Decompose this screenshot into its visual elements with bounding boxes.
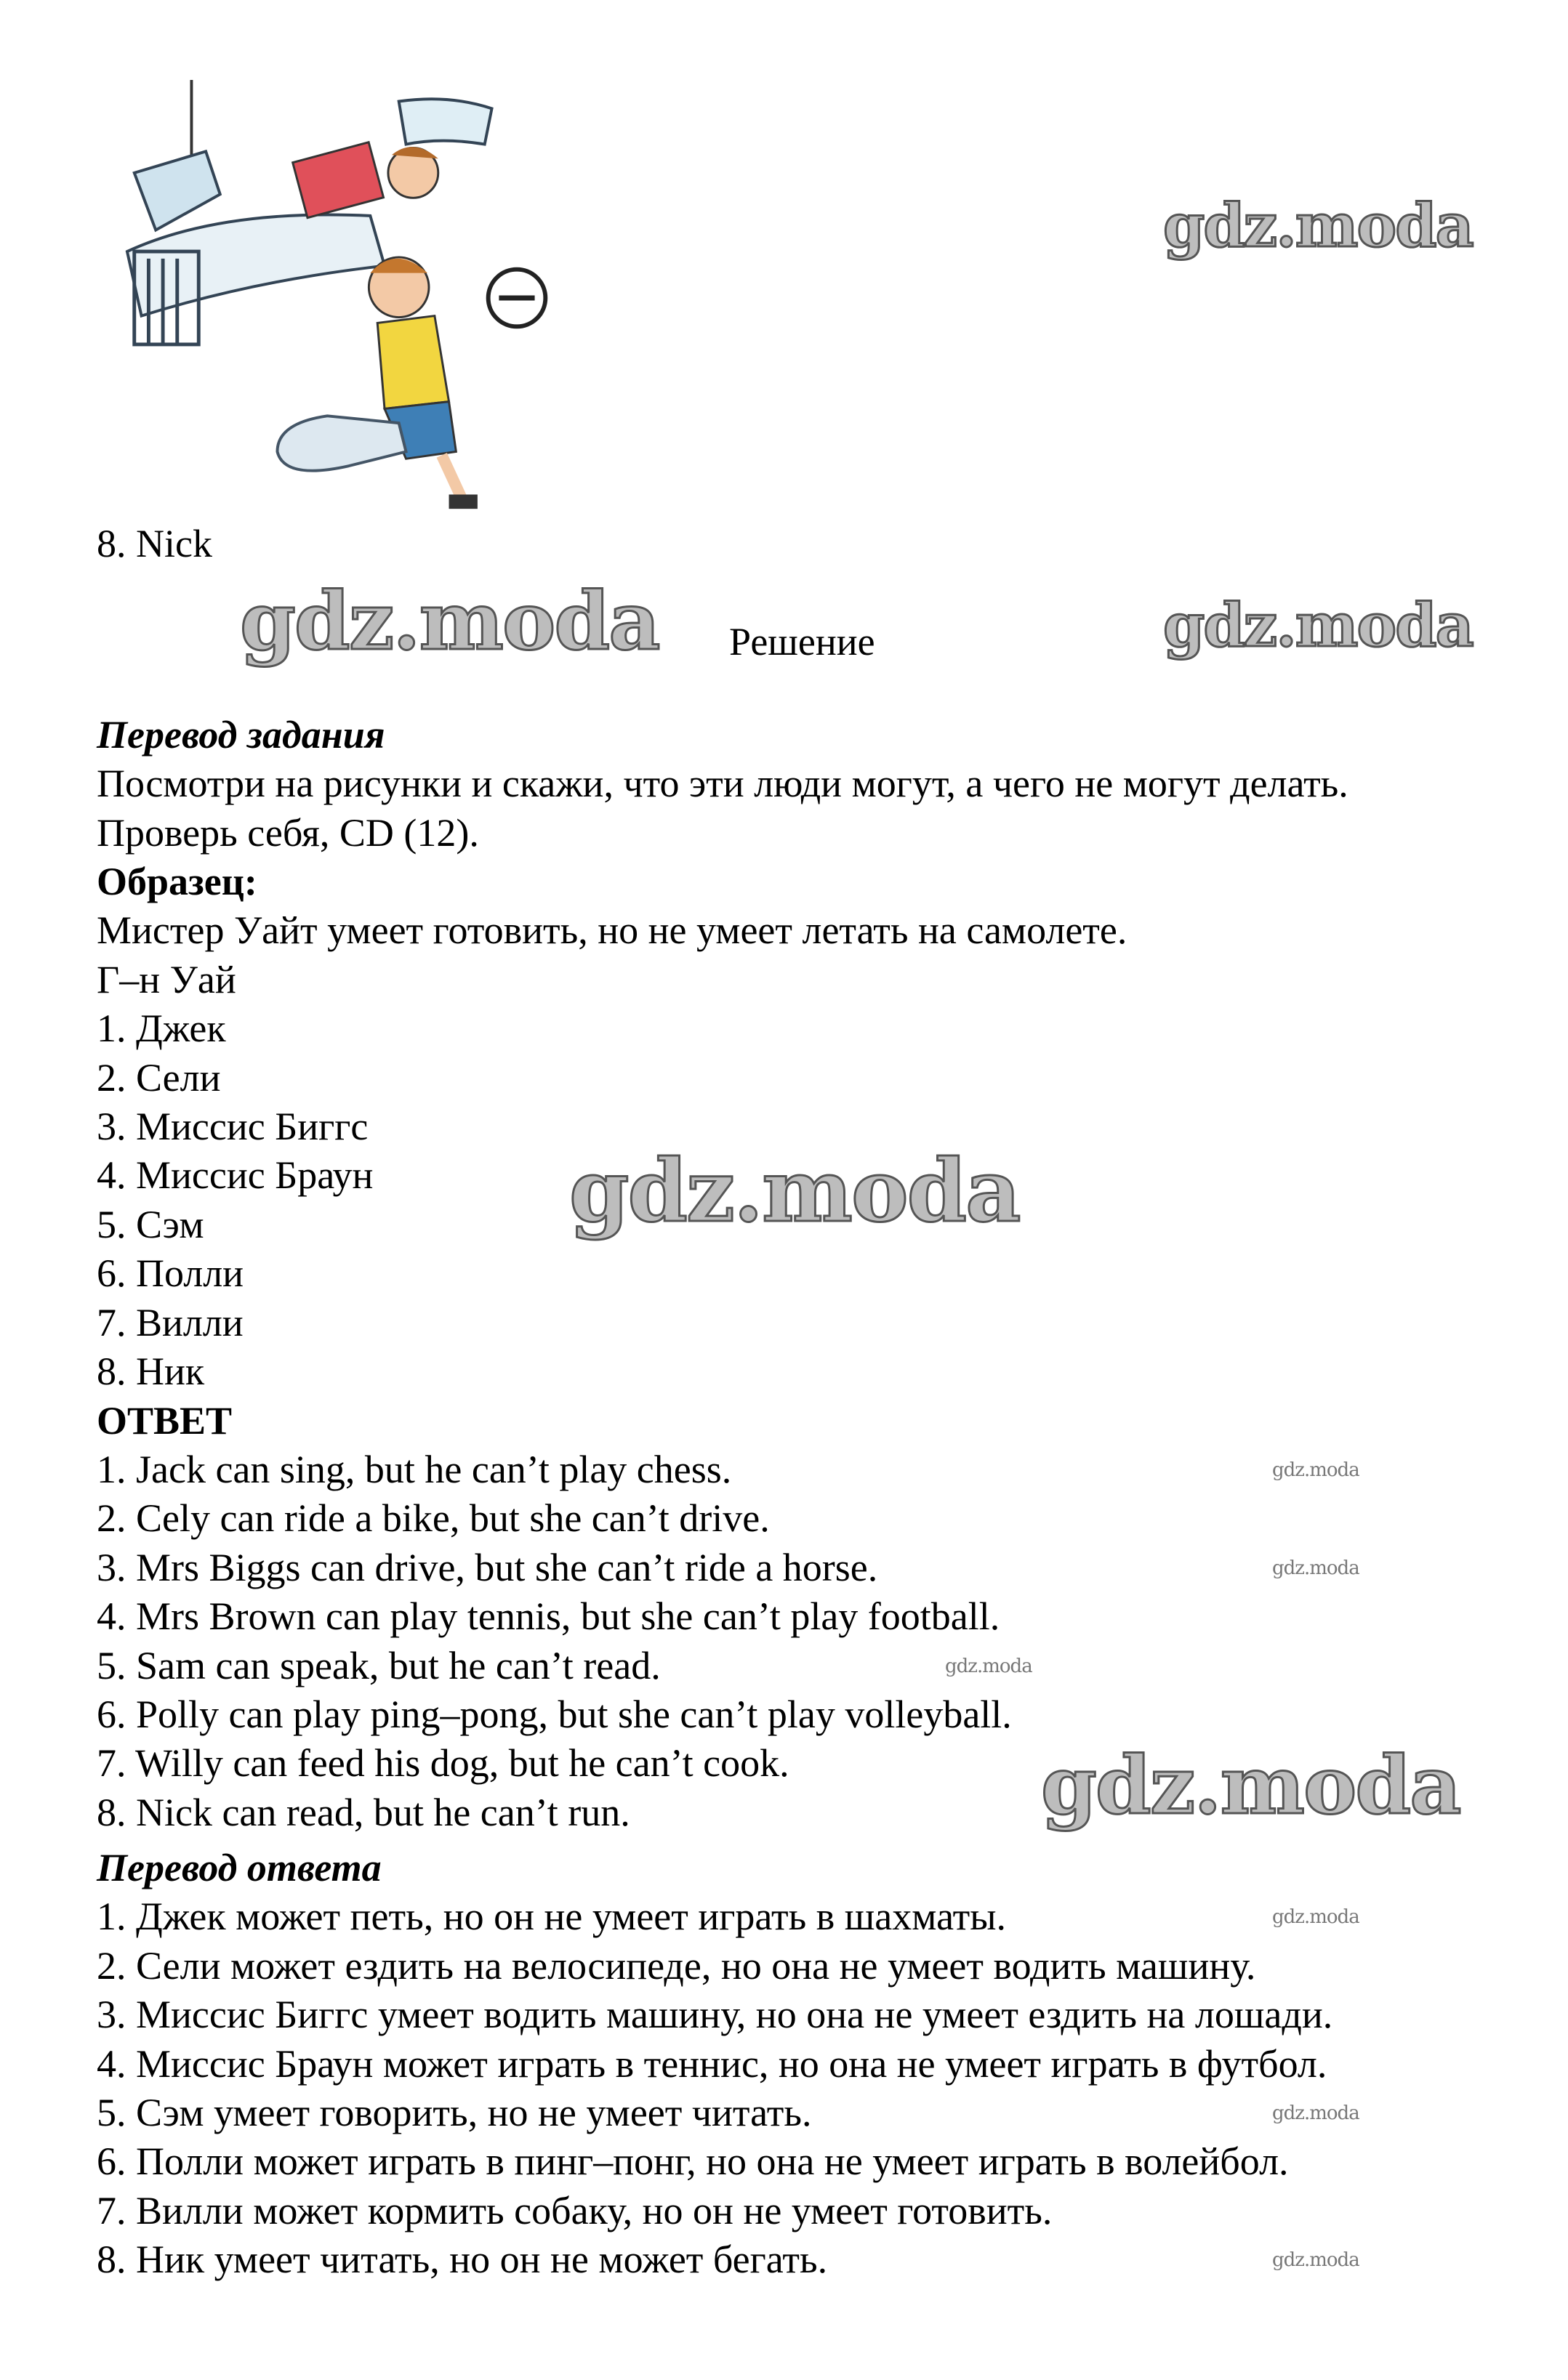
running-boy-illustration — [277, 257, 477, 509]
watermark: gdz.moda — [1163, 191, 1473, 261]
bed-illustration — [127, 80, 492, 344]
watermark: gdz.moda — [1272, 1459, 1359, 1481]
sample-name: 4. Миссис Браун — [97, 1153, 374, 1197]
task-translation-line: Проверь себя, CD (12). — [97, 811, 479, 855]
sample-name: Г–н Уай — [97, 958, 236, 1001]
task-translation-line: Посмотри на рисунки и скажи, что эти люди могут, а чего не могут делать. — [97, 762, 1348, 805]
watermark: gdz.moda — [240, 574, 659, 668]
answer-translation-line: 3. Миссис Биггс умеет водить машину, но она не умеет ездить на лошади. — [97, 1993, 1333, 2036]
sample-name: 7. Вилли — [97, 1301, 244, 1344]
task-translation-heading: Перевод задания — [97, 713, 385, 757]
answer-translation-line: 6. Полли может играть в пинг–понг, но она не умеет играть в волейбол. — [97, 2139, 1289, 2183]
sample-name: 6. Полли — [97, 1251, 244, 1295]
watermark: gdz.moda — [569, 1140, 1020, 1241]
sample-name: 1. Джек — [97, 1007, 226, 1050]
answer-translation-line: 2. Сели может ездить на велосипеде, но она не умеет водить машину. — [97, 1944, 1256, 1988]
answer-heading: ОТВЕТ — [97, 1399, 233, 1443]
answer-translation-line: 4. Миссис Браун может играть в теннис, но она не умеет играть в футбол. — [97, 2042, 1327, 2086]
watermark: gdz.moda — [1272, 1557, 1359, 1579]
answer-line: 4. Mrs Brown can play tennis, but she can’t play football. — [97, 1594, 1000, 1638]
answer-translation-heading: Перевод ответа — [97, 1846, 382, 1889]
answer-line: 6. Polly can play ping–pong, but she can’t play volleyball. — [97, 1693, 1012, 1736]
sample-name: 8. Ник — [97, 1350, 205, 1393]
answer-line: 7. Willy can feed his dog, but he can’t cook. — [97, 1741, 789, 1785]
watermark: gdz.moda — [1041, 1738, 1460, 1832]
sample-text: Мистер Уайт умеет готовить, но не умеет летать на самолете. — [97, 908, 1127, 952]
illustration-nick — [109, 80, 574, 516]
answer-line: 5. Sam can speak, but he can’t read. — [97, 1644, 661, 1687]
answer-translation-line: 7. Вилли может кормить собаку, но он не умеет готовить. — [97, 2189, 1053, 2232]
answer-translation-line: 8. Ник умеет читать, но он не может бегать. — [97, 2238, 828, 2281]
answer-translation-line: 5. Сэм умеет говорить, но не умеет читать. — [97, 2091, 812, 2134]
sample-name: 3. Миссис Биггс — [97, 1105, 369, 1148]
watermark: gdz.moda — [1272, 1906, 1359, 1928]
watermark: gdz.moda — [1272, 2102, 1359, 2124]
watermark: gdz.moda — [1163, 591, 1473, 661]
sample-name: 2. Сели — [97, 1056, 221, 1100]
watermark: gdz.moda — [945, 1655, 1032, 1677]
sample-heading: Образец: — [97, 860, 257, 903]
answer-line: 1. Jack can sing, but he can’t play chess. — [97, 1448, 732, 1491]
answer-line: 3. Mrs Biggs can drive, but she can’t ride a horse. — [97, 1546, 878, 1589]
minus-circle-icon — [489, 270, 546, 327]
answer-line: 2. Cely can ride a bike, but she can’t drive. — [97, 1496, 770, 1540]
answer-translation-line: 1. Джек может петь, но он не умеет играть в шахматы. — [97, 1895, 1007, 1938]
sample-name: 5. Сэм — [97, 1203, 204, 1246]
solution-label: Решение — [729, 620, 875, 663]
answer-line: 8. Nick can read, but he can’t run. — [97, 1791, 630, 1834]
illustration-caption: 8. Nick — [97, 522, 212, 565]
watermark: gdz.moda — [1272, 2249, 1359, 2271]
